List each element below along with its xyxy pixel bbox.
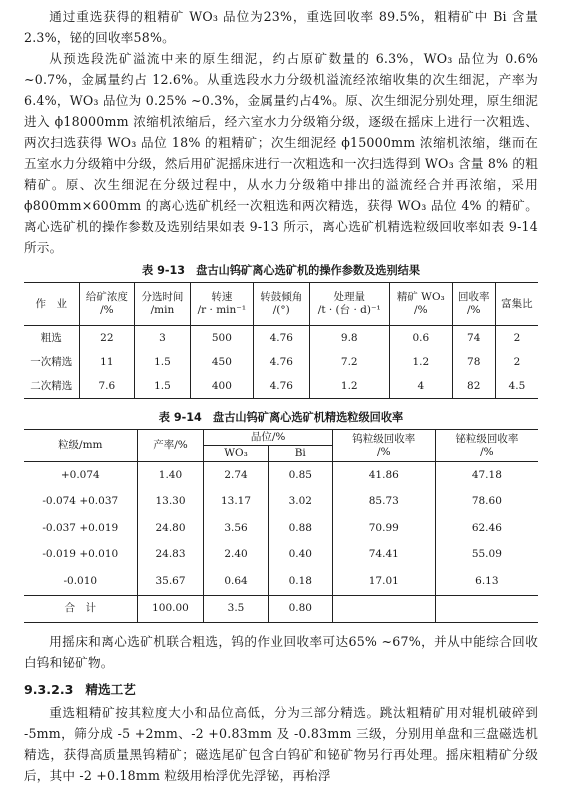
table-cell: -0.010	[24, 568, 137, 595]
table-cell: 0.18	[268, 568, 332, 595]
table-cell: 2	[513, 355, 521, 368]
table-cell: 3	[135, 326, 191, 351]
t1-header-line: 给矿浓度	[85, 291, 128, 303]
table-row	[24, 542, 538, 569]
table-cell: 2.74	[204, 462, 268, 489]
t1-header-line: 转鼓倾角	[260, 291, 303, 303]
table-cell: 4.76	[253, 350, 309, 374]
table-cell: 85.73	[332, 489, 435, 516]
table-cell: 55.09	[471, 548, 502, 561]
table-cell	[435, 595, 538, 623]
paragraph-2: 从预选段洗矿溢流中来的原生细泥，约占原矿数量的 6.3%，WO₃ 品位为 0.6% ~0.7%，金属量约占 12.6%。从重选段水力分级机溢流经浓缩收集的次生细泥，产率为 6.4%，WO₃ 品位为 0.25% ~0.3%，金属量约占4%。原、次生细泥分别处理，原生细泥进入 ϕ18000mm 浓缩机浓缩后，经六室水力分级箱分级，逐级在摇床上进行一次粗选、两次扫选获得 WO₃ 品位 18% 的粗精矿；次生细泥经 ϕ15000mm 浓缩机浓缩，继而在五室水力分级箱中分级，然后用矿泥摇床进行一次粗选和一次扫选得到 WO₃ 含量 8% 的粗精矿。原、次生细泥在分级过程中，从水力分级箱中排出的溢流经合并再浓缩，采用 ϕ800mm×600mm 的离心选矿机经一次粗选和两次精选，获得 WO₃ 品位 4% 的精矿。离心选矿机的操作参数及选别结果如表 9-13 所示，离心选矿机精选粒级回收率如表 9-14 所示。	[24, 51, 538, 255]
table-row	[24, 489, 538, 516]
t1-header-line: /min	[150, 304, 175, 316]
t1-header-line: /(°)	[272, 304, 290, 316]
table-cell: 1.5	[135, 374, 191, 399]
table-cell: 400	[190, 374, 253, 399]
t1-header-line: 分选时间	[141, 291, 184, 303]
table-row	[24, 515, 538, 542]
table-cell: 7.2	[309, 350, 389, 374]
t1-header-line: /t · (台 · d)⁻¹	[317, 304, 381, 316]
table-cell: 0.6	[389, 326, 452, 351]
table-row	[24, 462, 538, 489]
header-bi-recovery-line2: /%	[480, 445, 494, 458]
header-w-recovery	[332, 430, 435, 462]
table-cell: 3.56	[204, 515, 268, 542]
table-cell: 1.40	[137, 462, 204, 489]
table-cell: 1.5	[135, 350, 191, 374]
table-row	[24, 568, 538, 595]
table-9-13-header-row	[24, 283, 538, 326]
table-cell: 二次精选	[24, 374, 79, 399]
table-cell: 一次精选	[24, 350, 79, 374]
table-cell: 4.76	[253, 326, 309, 351]
table-cell: 粗选	[24, 326, 79, 351]
header-w-recovery-line1: 钨粒级回收率	[352, 432, 416, 445]
table-cell: 13.17	[204, 489, 268, 516]
header-grade: 品位/%	[204, 430, 333, 446]
table-cell: 6.13	[475, 574, 499, 587]
table-cell: 78.60	[471, 495, 502, 508]
table-cell: 100.00	[137, 595, 204, 623]
table-cell: 13.30	[137, 489, 204, 516]
table-cell: 0.85	[268, 462, 332, 489]
header-yield: 产率/%	[137, 430, 204, 462]
t1-header-line: 处理量	[333, 291, 366, 303]
table-cell: 78	[452, 350, 495, 374]
header-w-recovery-line2: /%	[377, 445, 391, 458]
header-wo3: WO₃	[204, 446, 268, 462]
table-cell: +0.074	[24, 462, 137, 489]
t1-header-line: /%	[100, 304, 114, 316]
t1-header-cell	[452, 283, 495, 326]
t1-header-line: /%	[414, 304, 428, 316]
table-cell: 7.6	[79, 374, 135, 399]
table-row	[24, 374, 538, 399]
table-cell	[332, 595, 435, 623]
table-9-13-caption: 表 9-13 盘古山钨矿离心选矿机的操作参数及选别结果	[141, 264, 421, 277]
table-cell: 24.80	[137, 515, 204, 542]
table-cell: -0.037 +0.019	[24, 515, 137, 542]
header-size: 粒级/mm	[24, 430, 137, 462]
table-cell: 41.86	[332, 462, 435, 489]
table-cell: 74	[452, 326, 495, 351]
t1-header-cell	[79, 283, 135, 326]
t1-header-line: 转速	[211, 291, 233, 303]
total-row	[24, 595, 538, 623]
table-cell: 450	[190, 350, 253, 374]
table-cell: 82	[452, 374, 495, 399]
table-cell: 4	[389, 374, 452, 399]
paragraph-4: 重选粗精矿按其粒度大小和品位高低，分为三部分精选。跳汰粗精矿用对辊机破碎到 -5mm，筛分成 -5 +2mm、-2 +0.83mm 及 -0.83mm 三级，分别用单盘和三盘磁选机精选，获得高质量黑钨精矿；磁选尾矿包含白钨矿和铋矿物另行再处理。摇床粗精矿分级后，其中 -2 +0.18mm 粒级用枱浮优先浮铋，再枱浮	[24, 705, 538, 783]
table-cell: 2.40	[204, 542, 268, 569]
table-9-14	[24, 429, 538, 623]
t1-header-cell	[135, 283, 191, 326]
table-cell: 合 计	[24, 595, 137, 623]
table-cell: 70.99	[332, 515, 435, 542]
section-heading	[24, 679, 538, 698]
table-cell: 0.88	[268, 515, 332, 542]
table-cell: 62.46	[471, 521, 502, 534]
table-cell: 35.67	[137, 568, 204, 595]
t1-header-line: 回收率	[457, 291, 490, 303]
table-cell: 0.40	[268, 542, 332, 569]
t1-header-cell	[253, 283, 309, 326]
header-bi-recovery	[435, 430, 538, 462]
t1-header-cell	[190, 283, 253, 326]
table-cell: 11	[79, 350, 135, 374]
table-cell: 9.8	[309, 326, 389, 351]
table-9-14-body	[24, 462, 538, 623]
t1-header-cell	[309, 283, 389, 326]
t1-header-line: 富集比	[501, 297, 533, 310]
t1-header-cell	[24, 283, 79, 326]
table-cell: 17.01	[332, 568, 435, 595]
table-cell: 3.02	[268, 489, 332, 516]
table-cell: 4.76	[253, 374, 309, 399]
table-9-13-body	[24, 326, 538, 399]
section-number: 9.3.2.3	[24, 682, 74, 697]
table-cell: 0.80	[268, 595, 332, 623]
table-9-13	[24, 282, 538, 399]
table-9-14-caption: 表 9-14 盘古山钨矿离心选矿机精选粒级回收率	[158, 411, 404, 424]
header-bi: Bi	[268, 446, 332, 462]
t1-header-cell	[389, 283, 452, 326]
table-cell: 47.18	[471, 468, 502, 481]
table-cell: 4.5	[508, 379, 526, 392]
table-cell: 24.83	[137, 542, 204, 569]
table-cell: 2	[513, 331, 521, 344]
t1-header-line: 作 业	[35, 297, 68, 310]
table-cell: 500	[190, 326, 253, 351]
t1-header-line: /r · min⁻¹	[197, 304, 247, 316]
paragraph-3: 用摇床和离心选矿机联合粗选，钨的作业回收率可达65% ~67%，并从中能综合回收白钨和铋矿物。	[24, 634, 538, 670]
paragraph-1: 通过重选获得的粗精矿 WO₃ 品位为23%，重选回收率 89.5%，粗精矿中 Bi 含量 2.3%，铋的回收率58%。	[24, 9, 538, 45]
t1-header-line: /%	[466, 304, 481, 316]
table-cell: 0.64	[204, 568, 268, 595]
t1-header-line: 精矿 WO₃	[396, 291, 445, 303]
table-cell: -0.019 +0.010	[24, 542, 137, 569]
section-title: 精选工艺	[85, 682, 136, 697]
table-cell: -0.074 +0.037	[24, 489, 137, 516]
table-cell: 1.2	[389, 350, 452, 374]
table-cell: 3.5	[204, 595, 268, 623]
table-cell: 74.41	[332, 542, 435, 569]
table-row	[24, 326, 538, 351]
table-cell: 22	[79, 326, 135, 351]
header-bi-recovery-line1: 铋粒级回收率	[455, 432, 519, 445]
table-row	[24, 350, 538, 374]
table-cell: 1.2	[309, 374, 389, 399]
t1-header-cell	[495, 283, 538, 326]
